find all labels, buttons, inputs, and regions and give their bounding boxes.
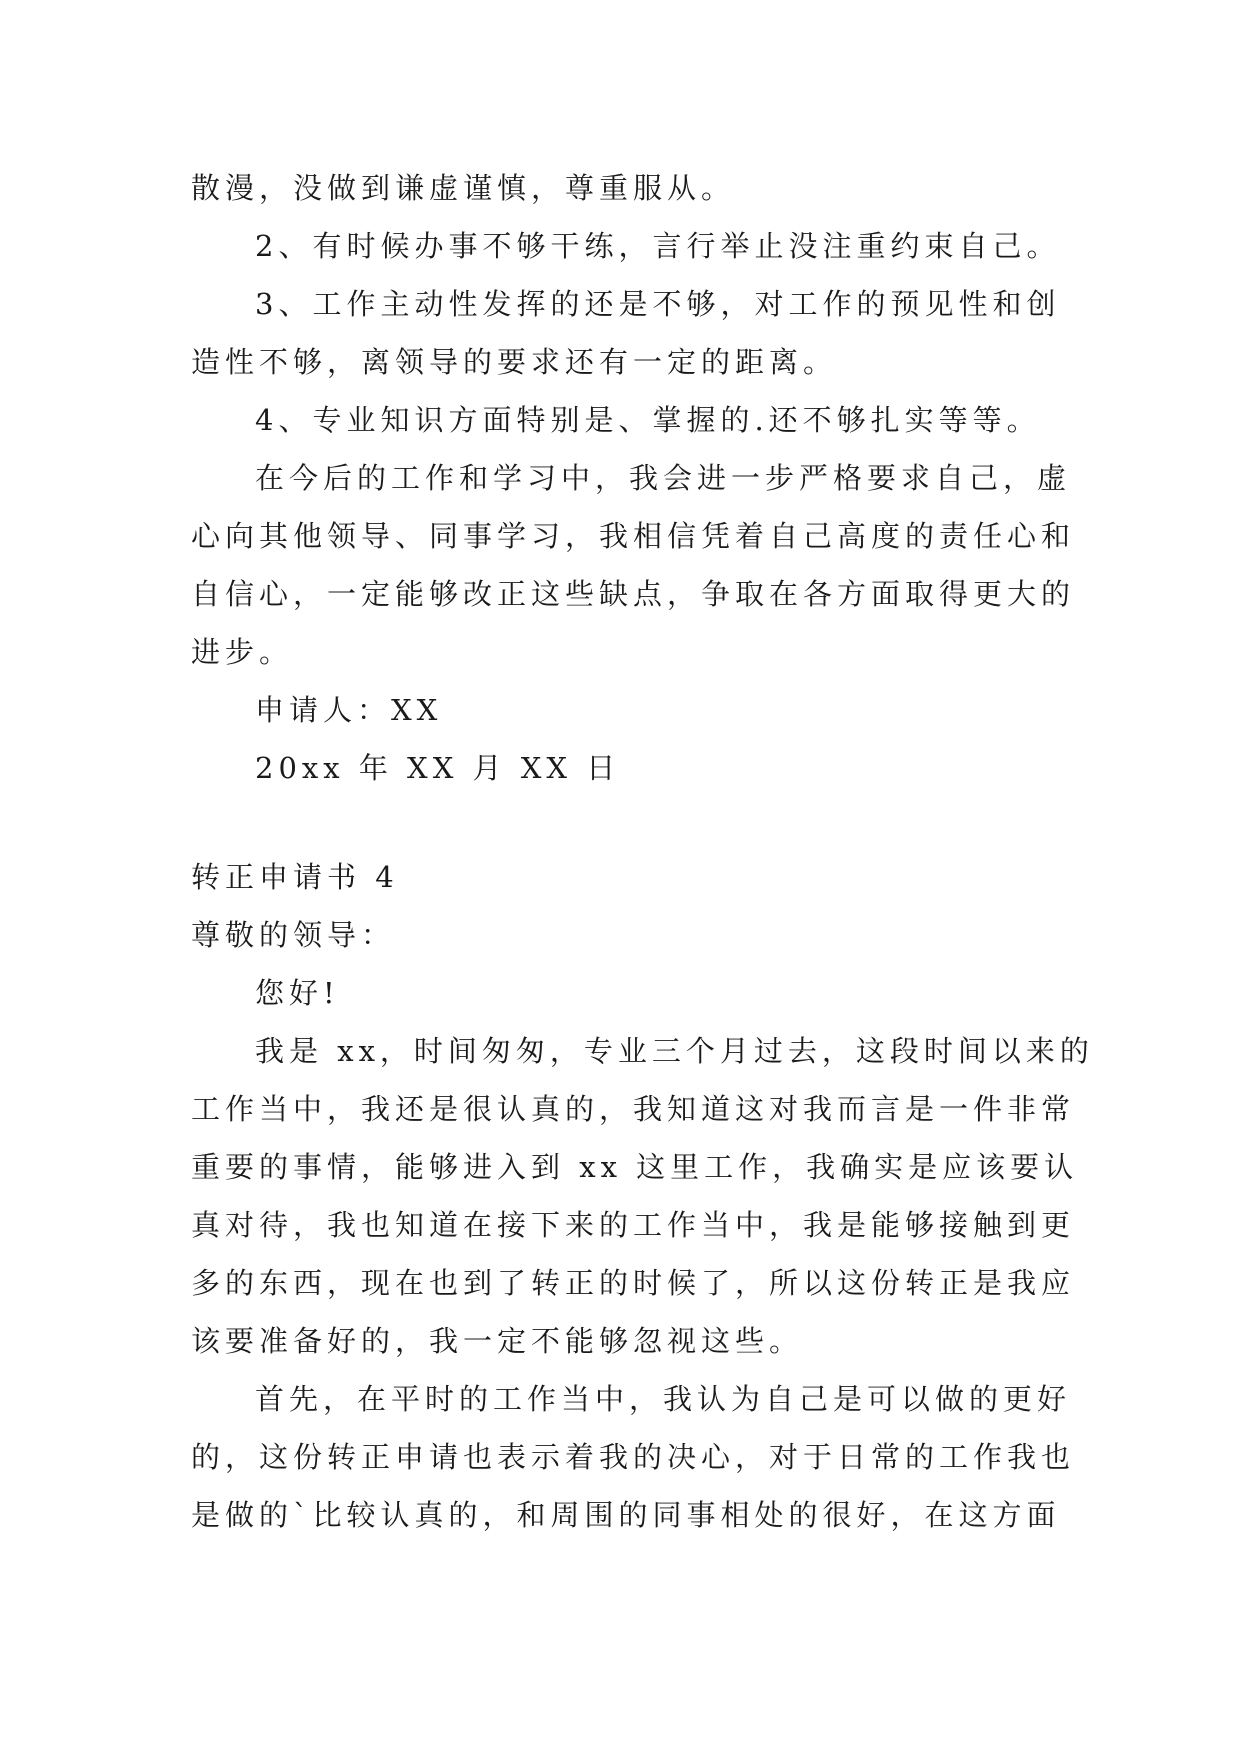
text-line: 3、工作主动性发挥的还是不够，对工作的预见性和创 bbox=[255, 287, 1061, 321]
text-line: 是做的`比较认真的，和周围的同事相处的很好，在这方面 bbox=[191, 1498, 1061, 1532]
text-line: 多的东西，现在也到了转正的时候了，所以这份转正是我应 bbox=[191, 1266, 1076, 1300]
text-line: 进步。 bbox=[191, 635, 294, 669]
text-line: 自信心，一定能够改正这些缺点，争取在各方面取得更大的 bbox=[191, 577, 1076, 611]
text-line: 心向其他领导、同事学习，我相信凭着自己高度的责任心和 bbox=[191, 519, 1076, 553]
text-line: 2、有时候办事不够干练，言行举止没注重约束自己。 bbox=[255, 229, 1061, 263]
salutation: 尊敬的领导： bbox=[191, 918, 396, 952]
text-line: 首先，在平时的工作当中，我认为自己是可以做的更好 bbox=[255, 1382, 1072, 1416]
section-title: 转正申请书 4 bbox=[191, 860, 399, 894]
text-line: 在今后的工作和学习中，我会进一步严格要求自己，虚 bbox=[255, 461, 1072, 495]
text-line: 我是 xx，时间匆匆，专业三个月过去，这段时间以来的 bbox=[255, 1034, 1094, 1068]
text-line: 造性不够，离领导的要求还有一定的距离。 bbox=[191, 345, 838, 379]
text-line: 该要准备好的，我一定不能够忽视这些。 bbox=[191, 1324, 804, 1358]
greeting: 您好! bbox=[255, 976, 340, 1010]
text-line: 4、专业知识方面特别是、掌握的.还不够扎实等等。 bbox=[255, 403, 1041, 437]
text-line: 的，这份转正申请也表示着我的决心，对于日常的工作我也 bbox=[191, 1440, 1076, 1474]
text-line: 重要的事情，能够进入到 xx 这里工作，我确实是应该要认 bbox=[191, 1150, 1079, 1184]
date-line: 20xx 年 XX 月 XX 日 bbox=[255, 751, 621, 785]
text-line: 散漫，没做到谦虚谨慎，尊重服从。 bbox=[191, 171, 736, 205]
signature-line: 申请人：XX bbox=[255, 693, 443, 727]
text-line: 工作当中，我还是很认真的，我知道这对我而言是一件非常 bbox=[191, 1092, 1076, 1126]
text-line: 真对待，我也知道在接下来的工作当中，我是能够接触到更 bbox=[191, 1208, 1076, 1242]
